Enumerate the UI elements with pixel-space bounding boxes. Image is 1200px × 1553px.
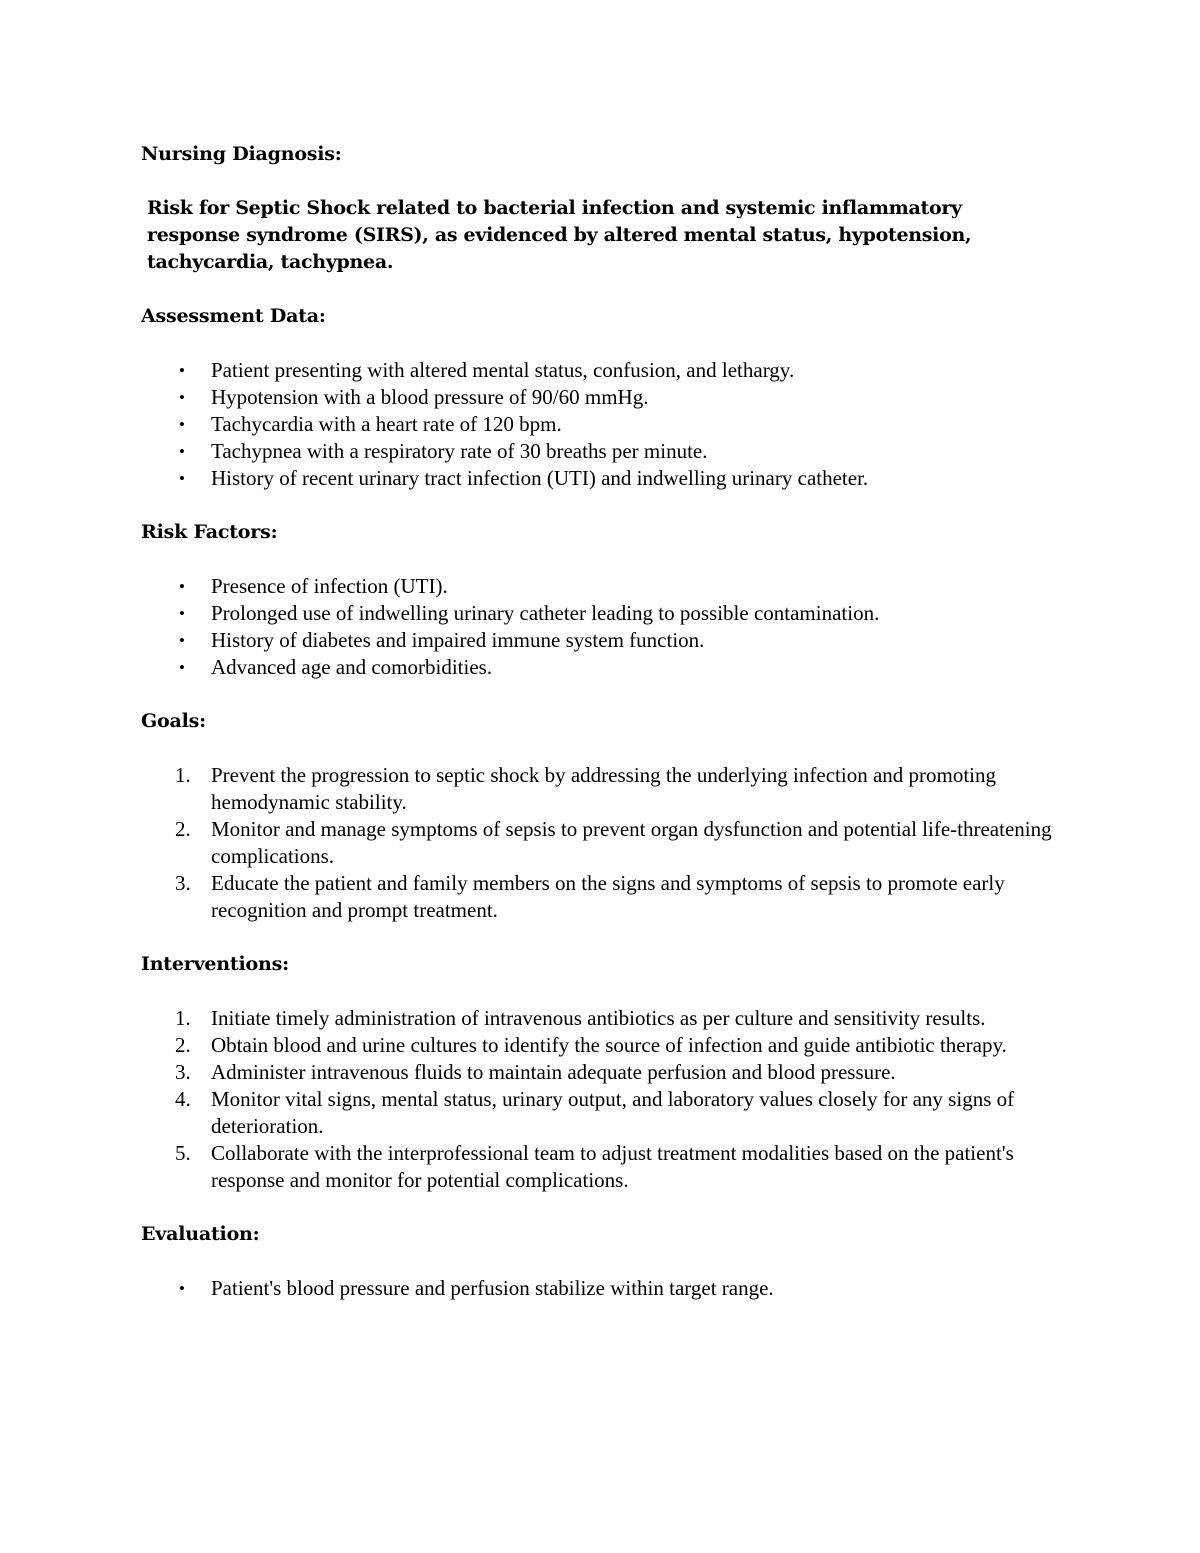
list-item-text: Advanced age and comorbidities.	[211, 655, 493, 679]
list-item-text: Collaborate with the interprofessional team to adjust treatment modalities based on the patient's response and monitor for potential complications.	[211, 1141, 1014, 1192]
bullet-icon: •	[179, 415, 185, 434]
bullet-icon: •	[179, 631, 185, 650]
list-item-text: History of recent urinary tract infection (UTI) and indwelling urinary catheter.	[211, 466, 869, 490]
goals-list	[141, 762, 1056, 924]
list-item	[141, 1032, 1056, 1059]
list-number: 2.	[175, 1033, 191, 1057]
assessment-heading: Assessment Data:	[141, 305, 326, 327]
list-item	[141, 600, 1056, 627]
list-item-text: Hypotension with a blood pressure of 90/60 mmHg.	[211, 385, 649, 409]
list-item-text: Patient presenting with altered mental status, confusion, and lethargy.	[211, 358, 795, 382]
list-item	[141, 627, 1056, 654]
list-number: 1.	[175, 763, 191, 787]
bullet-icon: •	[179, 361, 185, 380]
assessment-list	[141, 357, 1056, 492]
list-item-text: Tachycardia with a heart rate of 120 bpm.	[211, 412, 562, 436]
list-item-text: Presence of infection (UTI).	[211, 574, 448, 598]
evaluation-heading: Evaluation:	[141, 1223, 260, 1245]
document-content	[141, 141, 1056, 1302]
list-item-text: Initiate timely administration of intravenous antibiotics as per culture and sensitivity results.	[211, 1006, 986, 1030]
bullet-icon: •	[179, 388, 185, 407]
list-number: 4.	[175, 1087, 191, 1111]
list-number: 3.	[175, 1060, 191, 1084]
list-item-text: Monitor vital signs, mental status, urinary output, and laboratory values closely for any signs of deterioration.	[211, 1087, 1015, 1138]
list-number: 5.	[175, 1141, 191, 1165]
list-number: 1.	[175, 1006, 191, 1030]
bullet-icon: •	[179, 469, 185, 488]
list-item-text: Prolonged use of indwelling urinary catheter leading to possible contamination.	[211, 601, 880, 625]
list-item	[141, 1059, 1056, 1086]
list-number: 3.	[175, 871, 191, 895]
list-item	[141, 1005, 1056, 1032]
list-item	[141, 438, 1056, 465]
list-number: 2.	[175, 817, 191, 841]
bullet-icon: •	[179, 1279, 185, 1298]
diagnosis-text: Risk for Septic Shock related to bacterial infection and systemic inflammatory response syndrome (SIRS), as evidenced by altered mental status, hypotension, tachycardia, tachypnea.	[147, 197, 972, 273]
bullet-icon: •	[179, 658, 185, 677]
list-item	[141, 1086, 1056, 1140]
list-item-text: Educate the patient and family members on the signs and symptoms of sepsis to promote early recognition and prompt treatment.	[211, 871, 1005, 922]
bullet-icon: •	[179, 442, 185, 461]
interventions-heading: Interventions:	[141, 953, 289, 975]
evaluation-list	[141, 1275, 1056, 1302]
list-item	[141, 465, 1056, 492]
list-item	[141, 1140, 1056, 1194]
list-item	[141, 384, 1056, 411]
list-item	[141, 870, 1056, 924]
bullet-icon: •	[179, 577, 185, 596]
risk-factors-list	[141, 573, 1056, 681]
list-item	[141, 654, 1056, 681]
list-item	[141, 573, 1056, 600]
interventions-list	[141, 1005, 1056, 1194]
bullet-icon: •	[179, 604, 185, 623]
list-item-text: Administer intravenous fluids to maintain adequate perfusion and blood pressure.	[211, 1060, 896, 1084]
list-item-text: Patient's blood pressure and perfusion stabilize within target range.	[211, 1276, 774, 1300]
list-item	[141, 1275, 1056, 1302]
list-item-text: History of diabetes and impaired immune system function.	[211, 628, 705, 652]
risk-factors-heading: Risk Factors:	[141, 521, 278, 543]
goals-heading: Goals:	[141, 710, 206, 732]
list-item	[141, 411, 1056, 438]
list-item	[141, 357, 1056, 384]
list-item-text: Obtain blood and urine cultures to identify the source of infection and guide antibiotic therapy.	[211, 1033, 1007, 1057]
list-item	[141, 816, 1056, 870]
list-item-text: Tachypnea with a respiratory rate of 30 breaths per minute.	[211, 439, 708, 463]
list-item	[141, 762, 1056, 816]
nursing-diagnosis-heading: Nursing Diagnosis:	[141, 143, 342, 165]
list-item-text: Prevent the progression to septic shock by addressing the underlying infection and promoting hemodynamic stability.	[211, 763, 997, 814]
list-item-text: Monitor and manage symptoms of sepsis to prevent organ dysfunction and potential life-threatening complications.	[211, 817, 1052, 868]
